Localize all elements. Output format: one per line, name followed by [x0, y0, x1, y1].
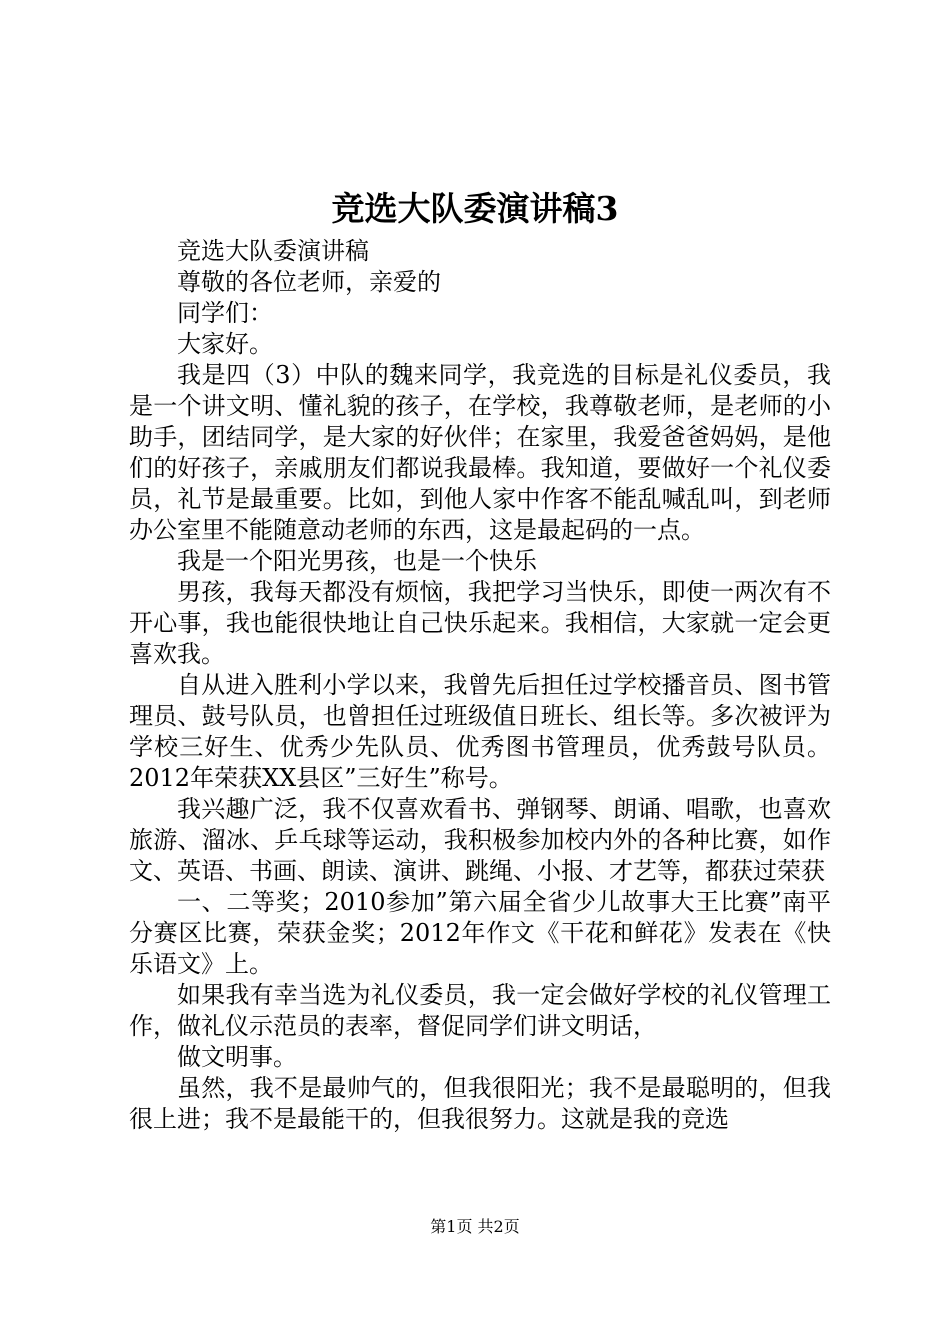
paragraph: 一、二等奖；2010参加”第六届全省少儿故事大王比赛”南平分赛区比赛，荣获金奖；2012年作文《干花和鲜花》发表在《快乐语文》上。	[129, 888, 831, 978]
paragraph: 我是四（3）中队的魏来同学，我竞选的目标是礼仪委员，我是一个讲文明、懂礼貌的孩子，在学校，我尊敬老师，是老师的小助手，团结同学，是大家的好伙伴；在家里，我爱爸爸妈妈，是他们的好孩子，亲戚朋友们都说我最棒。我知道，要做好一个礼仪委员，礼节是最重要。比如，到他人家中作客不能乱喊乱叫，到老师办公室里不能随意动老师的东西，这是最起码的一点。	[129, 361, 831, 544]
paragraph: 我是一个阳光男孩，也是一个快乐	[177, 547, 537, 575]
document-body	[129, 236, 831, 1135]
page-footer: 第1页 共2页	[430, 1217, 520, 1236]
paragraph: 尊敬的各位老师，亲爱的	[177, 268, 441, 296]
document-title: 竞选大队委演讲稿3	[331, 189, 619, 228]
paragraph: 男孩，我每天都没有烦恼，我把学习当快乐，即使一两次有不开心事，我也能很快地让自己快乐起来。我相信，大家就一定会更喜欢我。	[129, 578, 831, 668]
paragraph: 竞选大队委演讲稿	[177, 237, 369, 265]
paragraph: 自从进入胜利小学以来，我曾先后担任过学校播音员、图书管理员、鼓号队员，也曾担任过班级值日班长、组长等。多次被评为学校三好生、优秀少先队员、优秀图书管理员，优秀鼓号队员。2012年荣获XX县区”三好生”称号。	[129, 671, 831, 792]
paragraph: 我兴趣广泛，我不仅喜欢看书、弹钢琴、朗诵、唱歌，也喜欢旅游、溜冰、乒乓球等运动，我积极参加校内外的各种比赛，如作文、英语、书画、朗读、演讲、跳绳、小报、才艺等，都获过荣获	[129, 795, 831, 885]
paragraph: 大家好。	[177, 330, 273, 358]
paragraph: 同学们：	[177, 299, 273, 327]
paragraph: 虽然，我不是最帅气的，但我很阳光；我不是最聪明的，但我很上进；我不是最能干的，但我很努力。这就是我的竞选	[129, 1074, 831, 1133]
paragraph: 如果我有幸当选为礼仪委员，我一定会做好学校的礼仪管理工作，做礼仪示范员的表率，督促同学们讲文明话，	[129, 981, 831, 1040]
paragraph: 做文明事。	[177, 1043, 297, 1071]
